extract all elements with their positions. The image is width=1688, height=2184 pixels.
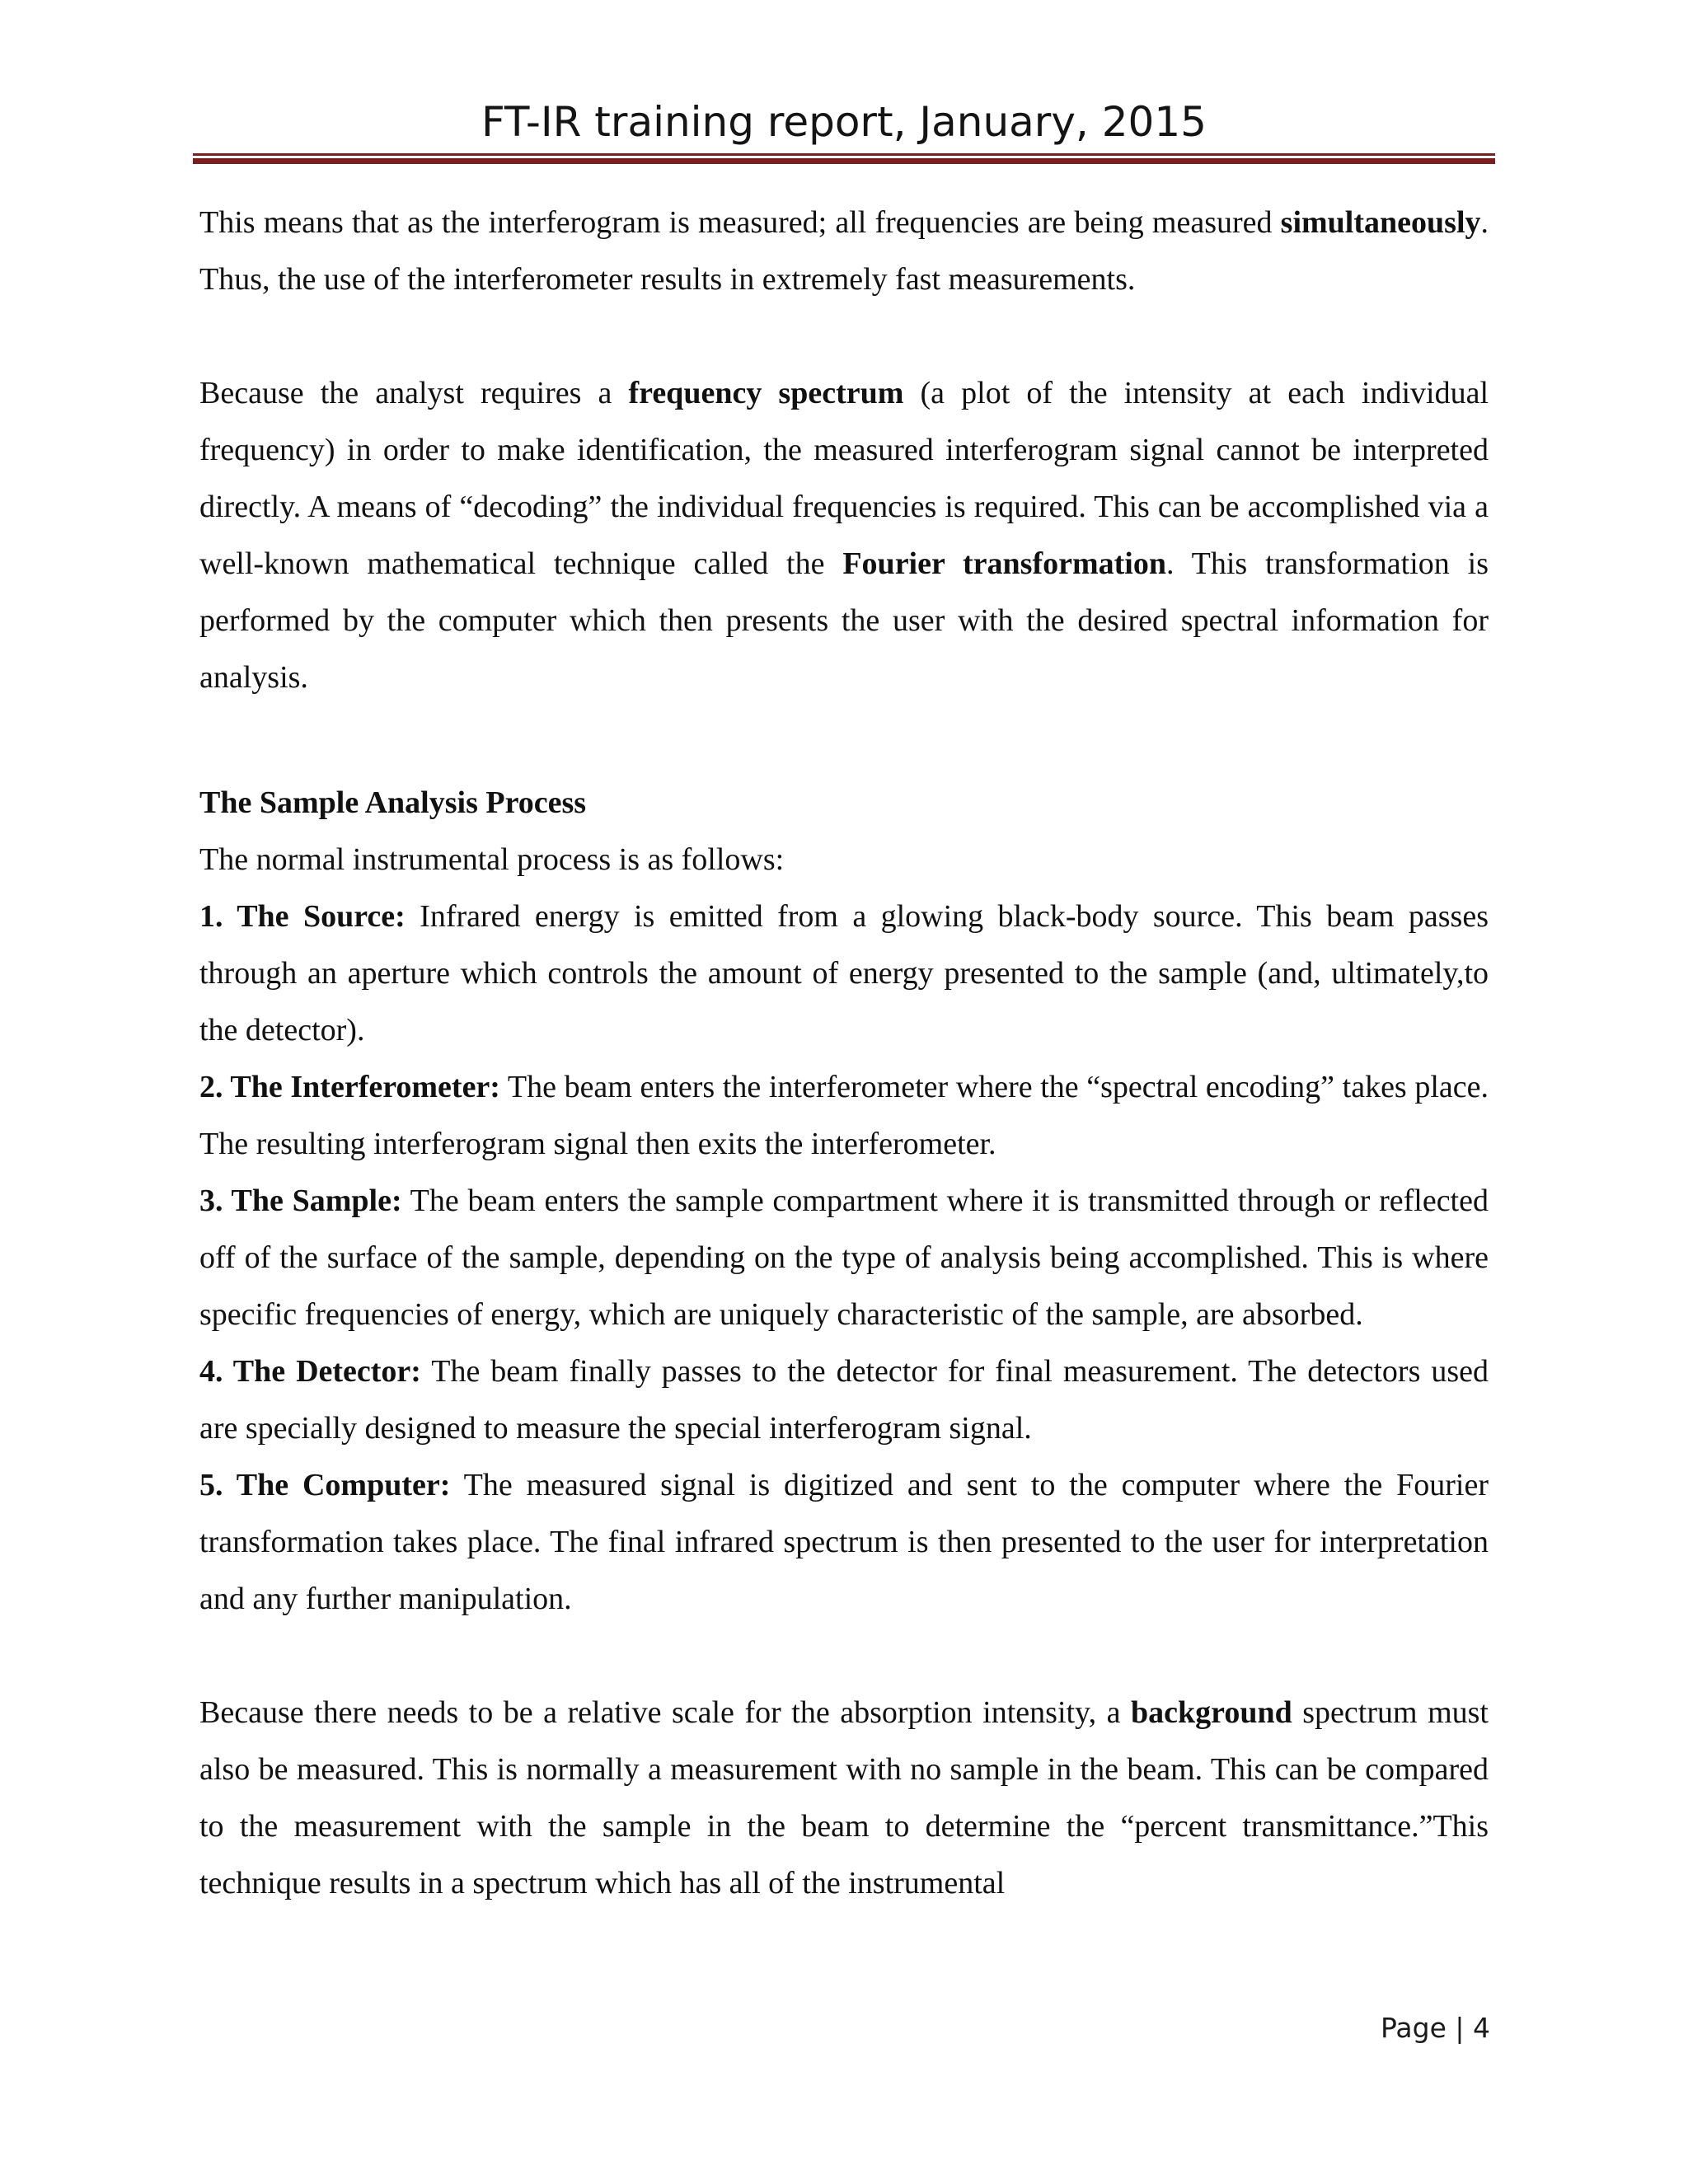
paragraph-text: spectrum must also be measured. This is normally a measurement with no sample in the beam. This can be compared to the measurement with the sample in the beam to determine the “percent transmittance.”This technique results in a spectrum which has all of the instrumental	[199, 1695, 1489, 1900]
paragraph-frequency-spectrum	[199, 365, 1489, 706]
page-body	[199, 194, 1489, 1912]
page-header-title: FT-IR training report, January, 2015	[481, 98, 1207, 146]
emphasis-fourier-transformation: Fourier transformation	[842, 546, 1166, 581]
step-interferometer	[199, 1059, 1489, 1173]
step-label: 1. The Source:	[199, 899, 406, 934]
paragraph-text: Because the analyst requires a	[199, 376, 629, 410]
paragraph-text: Because there needs to be a relative scale for the absorption intensity, a	[199, 1695, 1132, 1730]
step-text: The beam finally passes to the detector for final measurement. The detectors used are specially designed to measure the special interferogram signal.	[199, 1354, 1489, 1446]
header-rule-thick	[193, 158, 1495, 164]
header-rule-thin	[193, 153, 1495, 156]
page-number: Page | 4	[1381, 2012, 1490, 2044]
paragraph-spacer	[199, 1628, 1489, 1685]
step-sample	[199, 1173, 1489, 1343]
step-detector	[199, 1343, 1489, 1457]
step-computer	[199, 1457, 1489, 1628]
paragraph-text: . This transformation is performed by the computer which then presents the user with the desired spectral information for analysis.	[199, 546, 1489, 695]
step-source	[199, 888, 1489, 1059]
paragraph-text: This means that as the interferogram is measured; all frequencies are being measured	[199, 205, 1281, 240]
step-text: The beam enters the interferometer where the “spectral encoding” takes place. The resulting interferogram signal then exits the interferometer.	[199, 1070, 1489, 1161]
section-spacer	[199, 706, 1489, 775]
step-label: 5. The Computer:	[199, 1468, 451, 1502]
section-heading: The Sample Analysis Process	[199, 785, 587, 820]
emphasis-simultaneously: simultaneously	[1280, 205, 1481, 240]
paragraph-text: . Thus, the use of the interferometer results in extremely fast measurements.	[199, 205, 1489, 297]
step-text: The measured signal is digitized and sent to the computer where the Fourier transformation takes place. The final infrared spectrum is then presented to the user for interpretation and any further manipulation.	[199, 1468, 1489, 1616]
paragraph-background	[199, 1685, 1489, 1912]
paragraph-interferogram	[199, 194, 1489, 308]
step-text: Infrared energy is emitted from a glowing black-body source. This beam passes through an aperture which controls the amount of energy presented to the sample (and, ultimately,to the detector).	[199, 899, 1489, 1047]
step-text: The beam enters the sample compartment where it is transmitted through or reflected off of the surface of the sample, depending on the type of analysis being accomplished. This is where specific frequencies of energy, which are uniquely characteristic of the sample, are absorbed.	[199, 1183, 1489, 1332]
step-label: 4. The Detector:	[199, 1354, 421, 1389]
paragraph-text: (a plot of the intensity at each individual frequency) in order to make identification, the measured interferogram signal cannot be interpreted directly. A means of “decoding” the individual frequencies is required. This can be accomplished via a well-known mathematical technique called the	[199, 376, 1489, 581]
step-label: 3. The Sample:	[199, 1183, 402, 1218]
section-intro: The normal instrumental process is as follows:	[199, 842, 785, 877]
emphasis-background: background	[1131, 1695, 1292, 1730]
paragraph-spacer	[199, 308, 1489, 365]
step-label: 2. The Interferometer:	[199, 1070, 500, 1104]
emphasis-frequency-spectrum: frequency spectrum	[628, 376, 904, 410]
